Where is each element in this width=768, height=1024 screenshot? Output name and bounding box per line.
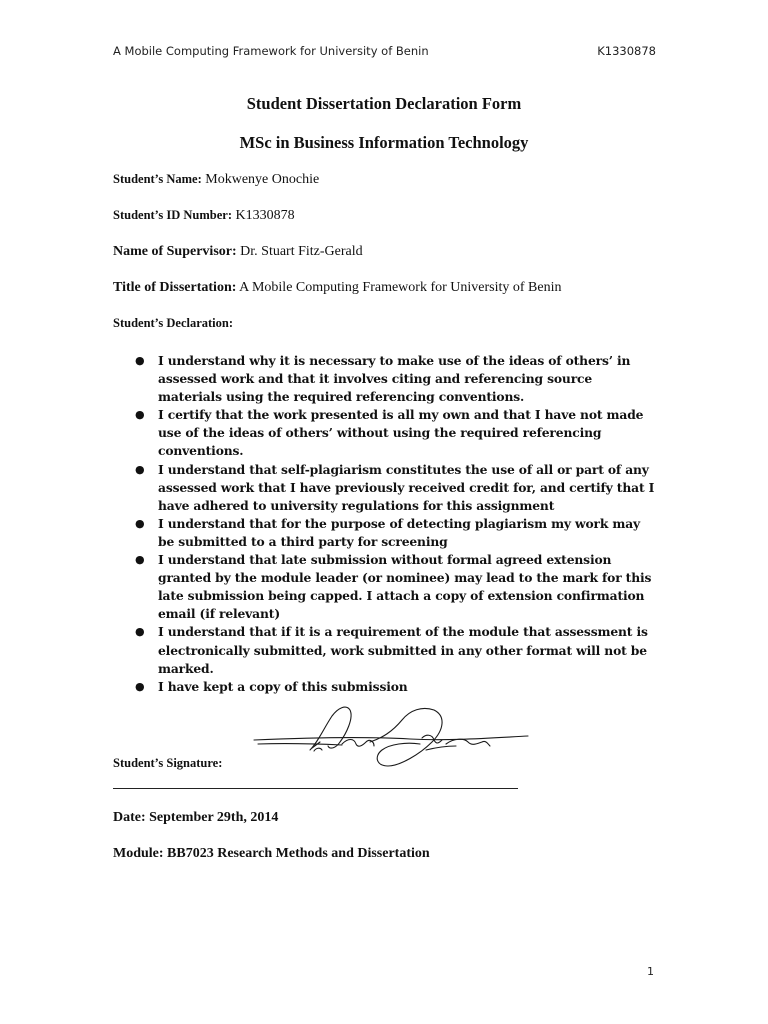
form-title: Student Dissertation Declaration Form xyxy=(246,94,522,113)
signature-line xyxy=(113,788,518,789)
bullet-icon: ● xyxy=(135,354,145,367)
student-name-field xyxy=(113,172,319,188)
student-name-label: Student’s Name: xyxy=(113,172,202,186)
supervisor-field xyxy=(113,244,363,260)
programme-title: MSc in Business Information Technology xyxy=(239,133,529,152)
date-field xyxy=(113,810,278,826)
signature-label: Student’s Signature: xyxy=(113,756,223,770)
module-text: Module: BB7023 Research Methods and Dissertation xyxy=(113,846,430,861)
student-name-value: Mokwenye Onochie xyxy=(205,172,320,187)
declaration-item: ● I have kept a copy of this submission xyxy=(113,678,658,696)
student-id-field xyxy=(113,208,295,224)
module-field xyxy=(113,846,430,862)
student-id-value: K1330878 xyxy=(235,208,295,223)
declaration-item: ● I understand why it is necessary to make use of the ideas of others’ in assessed work and that it involves citing and referencing source materials using the required referencing conventions. xyxy=(135,353,631,405)
declaration-item: ● I certify that the work presented is all my own and that I have not made use of the ideas of others’ without using the required referencing conventions. xyxy=(135,407,644,459)
bullet-icon: ● xyxy=(135,553,145,567)
bullet-icon: ● xyxy=(135,679,145,693)
header-title: A Mobile Computing Framework for University of Benin xyxy=(113,44,429,58)
declaration-list xyxy=(113,352,658,696)
dissertation-title-label: Title of Dissertation: xyxy=(113,280,237,295)
page-number: 1 xyxy=(647,965,654,978)
declaration-item: ● I understand that late submission without formal agreed extension granted by the module leader (or nominee) may lead to the mark for this late submission being capped. I attach a copy of extension confirmation email (if relevant) xyxy=(135,552,652,622)
signature-field xyxy=(113,756,222,772)
declaration-item: ● I understand that self-plagiarism constitutes the use of all or part of any assessed work that I have previously received credit for, and certify that I have adhered to university regulations for this assignment xyxy=(135,461,655,513)
handwritten-signature xyxy=(250,698,530,778)
date-text: Date: September 29th, 2014 xyxy=(113,810,279,825)
supervisor-label: Name of Supervisor: xyxy=(113,244,237,259)
bullet-icon: ● xyxy=(135,462,145,476)
bullet-icon: ● xyxy=(135,408,145,422)
header-student-id: K1330878 xyxy=(597,44,656,58)
bullet-icon: ● xyxy=(135,516,145,530)
declaration-label: Student’s Declaration: xyxy=(113,316,234,330)
declaration-heading xyxy=(113,316,233,332)
declaration-item: ● I understand that if it is a requirement of the module that assessment is electronically submitted, work submitted in any other format will not be marked. xyxy=(135,624,648,676)
dissertation-title-value: A Mobile Computing Framework for University of Benin xyxy=(239,280,562,295)
bullet-icon: ● xyxy=(135,625,145,639)
student-id-label: Student’s ID Number: xyxy=(113,208,232,222)
declaration-item: ● I understand that for the purpose of detecting plagiarism my work may be submitted to a third party for screening xyxy=(135,515,641,549)
dissertation-title-field xyxy=(113,280,561,296)
supervisor-value: Dr. Stuart Fitz-Gerald xyxy=(240,244,363,259)
